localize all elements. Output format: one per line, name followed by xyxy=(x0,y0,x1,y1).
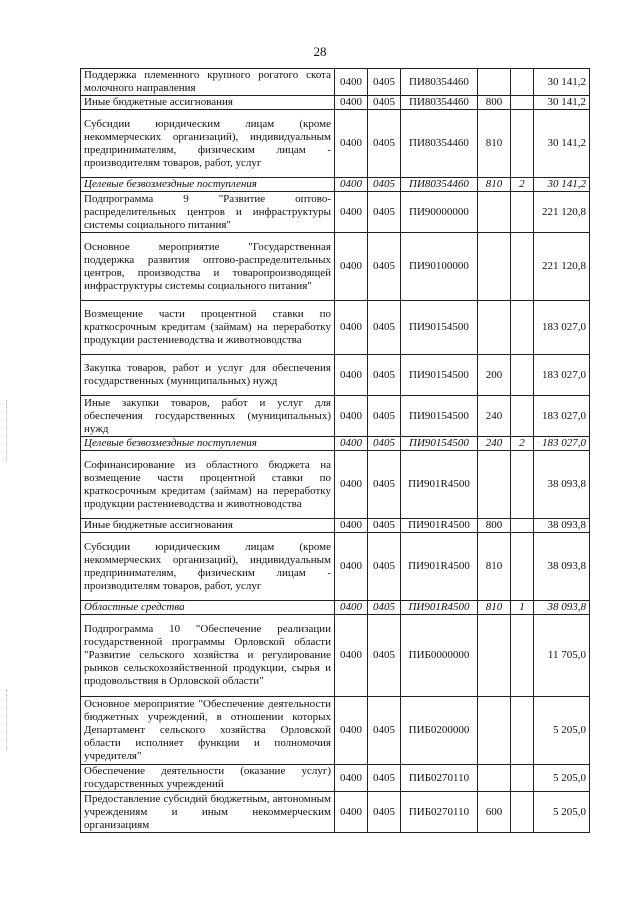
section-code: 0400 xyxy=(335,615,368,697)
section-code: 0400 xyxy=(335,301,368,355)
funding-source-code: 2 xyxy=(511,178,534,192)
amount-value: 5 205,0 xyxy=(534,792,590,833)
item-description: Предоставление субсидий бюджетным, автономным учреждениям и иным некоммерческим организациям xyxy=(81,792,335,833)
table-row xyxy=(81,233,590,301)
target-article-code: ПИ901R4500 xyxy=(401,519,478,533)
funding-source-code xyxy=(511,396,534,437)
funding-source-code xyxy=(511,451,534,519)
table-row xyxy=(81,396,590,437)
item-description: Целевые безвозмездные поступления xyxy=(81,437,335,451)
expense-type-code: 200 xyxy=(478,355,511,396)
subsection-code: 0405 xyxy=(368,233,401,301)
table-row xyxy=(81,301,590,355)
subsection-code: 0405 xyxy=(368,301,401,355)
expense-type-code: 810 xyxy=(478,110,511,178)
amount-value: 30 141,2 xyxy=(534,178,590,192)
item-description: Иные закупки товаров, работ и услуг для обеспечения государственных (муниципальных) нужд xyxy=(81,396,335,437)
amount-value: 5 205,0 xyxy=(534,765,590,792)
expense-type-code xyxy=(478,69,511,96)
expense-type-code: 800 xyxy=(478,519,511,533)
expense-type-code: 800 xyxy=(478,96,511,110)
target-article-code: ПИ80354460 xyxy=(401,110,478,178)
subsection-code: 0405 xyxy=(368,437,401,451)
target-article-code: ПИ90154500 xyxy=(401,437,478,451)
item-description: Целевые безвозмездные поступления xyxy=(81,178,335,192)
section-code: 0400 xyxy=(335,697,368,765)
section-code: 0400 xyxy=(335,765,368,792)
table-row xyxy=(81,601,590,615)
section-code: 0400 xyxy=(335,233,368,301)
subsection-code: 0405 xyxy=(368,697,401,765)
target-article-code: ПИ901R4500 xyxy=(401,533,478,601)
subsection-code: 0405 xyxy=(368,110,401,178)
section-code: 0400 xyxy=(335,533,368,601)
amount-value: 38 093,8 xyxy=(534,533,590,601)
table-row xyxy=(81,110,590,178)
target-article-code: ПИ80354460 xyxy=(401,69,478,96)
amount-value: 30 141,2 xyxy=(534,69,590,96)
table-row xyxy=(81,765,590,792)
amount-value: 38 093,8 xyxy=(534,519,590,533)
margin-scan-marks xyxy=(6,400,9,460)
item-description: Областные средства xyxy=(81,601,335,615)
expense-type-code xyxy=(478,615,511,697)
item-description: Закупка товаров, работ и услуг для обеспечения государственных (муниципальных) нужд xyxy=(81,355,335,396)
table-row xyxy=(81,178,590,192)
expense-type-code: 810 xyxy=(478,601,511,615)
budget-table-body xyxy=(81,69,590,833)
item-description: Основное мероприятие "Государственная поддержка развития оптово-распределительных центров, производства и товаропроизводящей инфраструктуры системы социального питания" xyxy=(81,233,335,301)
item-description: Обеспечение деятельности (оказание услуг) государственных учреждений xyxy=(81,765,335,792)
funding-source-code xyxy=(511,355,534,396)
target-article-code: ПИБ0270110 xyxy=(401,792,478,833)
table-row xyxy=(81,192,590,233)
funding-source-code xyxy=(511,69,534,96)
subsection-code: 0405 xyxy=(368,792,401,833)
amount-value: 221 120,8 xyxy=(534,233,590,301)
table-row xyxy=(81,437,590,451)
target-article-code: ПИБ0200000 xyxy=(401,697,478,765)
section-code: 0400 xyxy=(335,69,368,96)
budget-table xyxy=(80,68,590,833)
subsection-code: 0405 xyxy=(368,96,401,110)
expense-type-code: 810 xyxy=(478,178,511,192)
amount-value: 38 093,8 xyxy=(534,451,590,519)
expense-type-code: 240 xyxy=(478,396,511,437)
target-article-code: ПИБ0270110 xyxy=(401,765,478,792)
expense-type-code xyxy=(478,697,511,765)
section-code: 0400 xyxy=(335,396,368,437)
table-row xyxy=(81,355,590,396)
funding-source-code xyxy=(511,533,534,601)
subsection-code: 0405 xyxy=(368,396,401,437)
item-description: Основное мероприятие "Обеспечение деятельности бюджетных учреждений, в отношении которых Департамент сельского хозяйства Орловской области исполняет функции и полномочия учредителя" xyxy=(81,697,335,765)
table-row xyxy=(81,792,590,833)
amount-value: 221 120,8 xyxy=(534,192,590,233)
funding-source-code xyxy=(511,697,534,765)
amount-value: 183 027,0 xyxy=(534,355,590,396)
section-code: 0400 xyxy=(335,519,368,533)
target-article-code: ПИ90100000 xyxy=(401,233,478,301)
subsection-code: 0405 xyxy=(368,451,401,519)
target-article-code: ПИ90154500 xyxy=(401,355,478,396)
target-article-code: ПИ80354460 xyxy=(401,96,478,110)
item-description: Поддержка племенного крупного рогатого скота молочного направления xyxy=(81,69,335,96)
expense-type-code: 240 xyxy=(478,437,511,451)
target-article-code: ПИ90154500 xyxy=(401,301,478,355)
target-article-code: ПИБ0000000 xyxy=(401,615,478,697)
expense-type-code xyxy=(478,301,511,355)
funding-source-code xyxy=(511,96,534,110)
item-description: Подпрограмма 10 "Обеспечение реализации государственной программы Орловской области "Развитие сельского хозяйства и регулирование рынков сельскохозяйственной продукции, сырья и продовольствия в Орловской области" xyxy=(81,615,335,697)
expense-type-code xyxy=(478,192,511,233)
amount-value: 183 027,0 xyxy=(534,301,590,355)
table-row xyxy=(81,96,590,110)
expense-type-code xyxy=(478,233,511,301)
expense-type-code xyxy=(478,765,511,792)
amount-value: 11 705,0 xyxy=(534,615,590,697)
section-code: 0400 xyxy=(335,451,368,519)
funding-source-code xyxy=(511,110,534,178)
section-code: 0400 xyxy=(335,178,368,192)
expense-type-code: 600 xyxy=(478,792,511,833)
subsection-code: 0405 xyxy=(368,69,401,96)
amount-value: 38 093,8 xyxy=(534,601,590,615)
target-article-code: ПИ90000000 xyxy=(401,192,478,233)
amount-value: 183 027,0 xyxy=(534,396,590,437)
target-article-code: ПИ901R4500 xyxy=(401,601,478,615)
funding-source-code xyxy=(511,301,534,355)
funding-source-code xyxy=(511,792,534,833)
table-row xyxy=(81,519,590,533)
expense-type-code xyxy=(478,451,511,519)
amount-value: 183 027,0 xyxy=(534,437,590,451)
section-code: 0400 xyxy=(335,792,368,833)
section-code: 0400 xyxy=(335,437,368,451)
table-row xyxy=(81,697,590,765)
funding-source-code xyxy=(511,233,534,301)
expense-type-code: 810 xyxy=(478,533,511,601)
subsection-code: 0405 xyxy=(368,178,401,192)
item-description: Возмещение части процентной ставки по краткосрочным кредитам (займам) на переработку продукции растениеводства и животноводства xyxy=(81,301,335,355)
item-description: Субсидии юридическим лицам (кроме некоммерческих организаций), индивидуальным предпринимателям, физическим лицам - производителям товаров, работ, услуг xyxy=(81,533,335,601)
subsection-code: 0405 xyxy=(368,601,401,615)
item-description: Иные бюджетные ассигнования xyxy=(81,519,335,533)
target-article-code: ПИ80354460 xyxy=(401,178,478,192)
table-row xyxy=(81,69,590,96)
table-row xyxy=(81,615,590,697)
subsection-code: 0405 xyxy=(368,355,401,396)
funding-source-code xyxy=(511,519,534,533)
item-description: Софинансирование из областного бюджета на возмещение части процентной ставки по краткосрочным кредитам (займам) на переработку продукции растениеводства и животноводства xyxy=(81,451,335,519)
funding-source-code xyxy=(511,615,534,697)
funding-source-code xyxy=(511,765,534,792)
funding-source-code xyxy=(511,192,534,233)
item-description: Подпрограмма 9 "Развитие оптово-распределительных центров и инфраструктуры системы социального питания" xyxy=(81,192,335,233)
section-code: 0400 xyxy=(335,355,368,396)
subsection-code: 0405 xyxy=(368,192,401,233)
funding-source-code: 1 xyxy=(511,601,534,615)
subsection-code: 0405 xyxy=(368,519,401,533)
amount-value: 5 205,0 xyxy=(534,697,590,765)
target-article-code: ПИ90154500 xyxy=(401,396,478,437)
section-code: 0400 xyxy=(335,601,368,615)
subsection-code: 0405 xyxy=(368,533,401,601)
margin-scan-marks xyxy=(6,690,9,750)
page-number: 28 xyxy=(313,44,327,59)
table-row xyxy=(81,451,590,519)
subsection-code: 0405 xyxy=(368,765,401,792)
amount-value: 30 141,2 xyxy=(534,110,590,178)
amount-value: 30 141,2 xyxy=(534,96,590,110)
table-row xyxy=(81,533,590,601)
item-description: Иные бюджетные ассигнования xyxy=(81,96,335,110)
funding-source-code: 2 xyxy=(511,437,534,451)
subsection-code: 0405 xyxy=(368,615,401,697)
section-code: 0400 xyxy=(335,110,368,178)
target-article-code: ПИ901R4500 xyxy=(401,451,478,519)
section-code: 0400 xyxy=(335,96,368,110)
section-code: 0400 xyxy=(335,192,368,233)
item-description: Субсидии юридическим лицам (кроме некоммерческих организаций), индивидуальным предпринимателям, физическим лицам - производителям товаров, работ, услуг xyxy=(81,110,335,178)
